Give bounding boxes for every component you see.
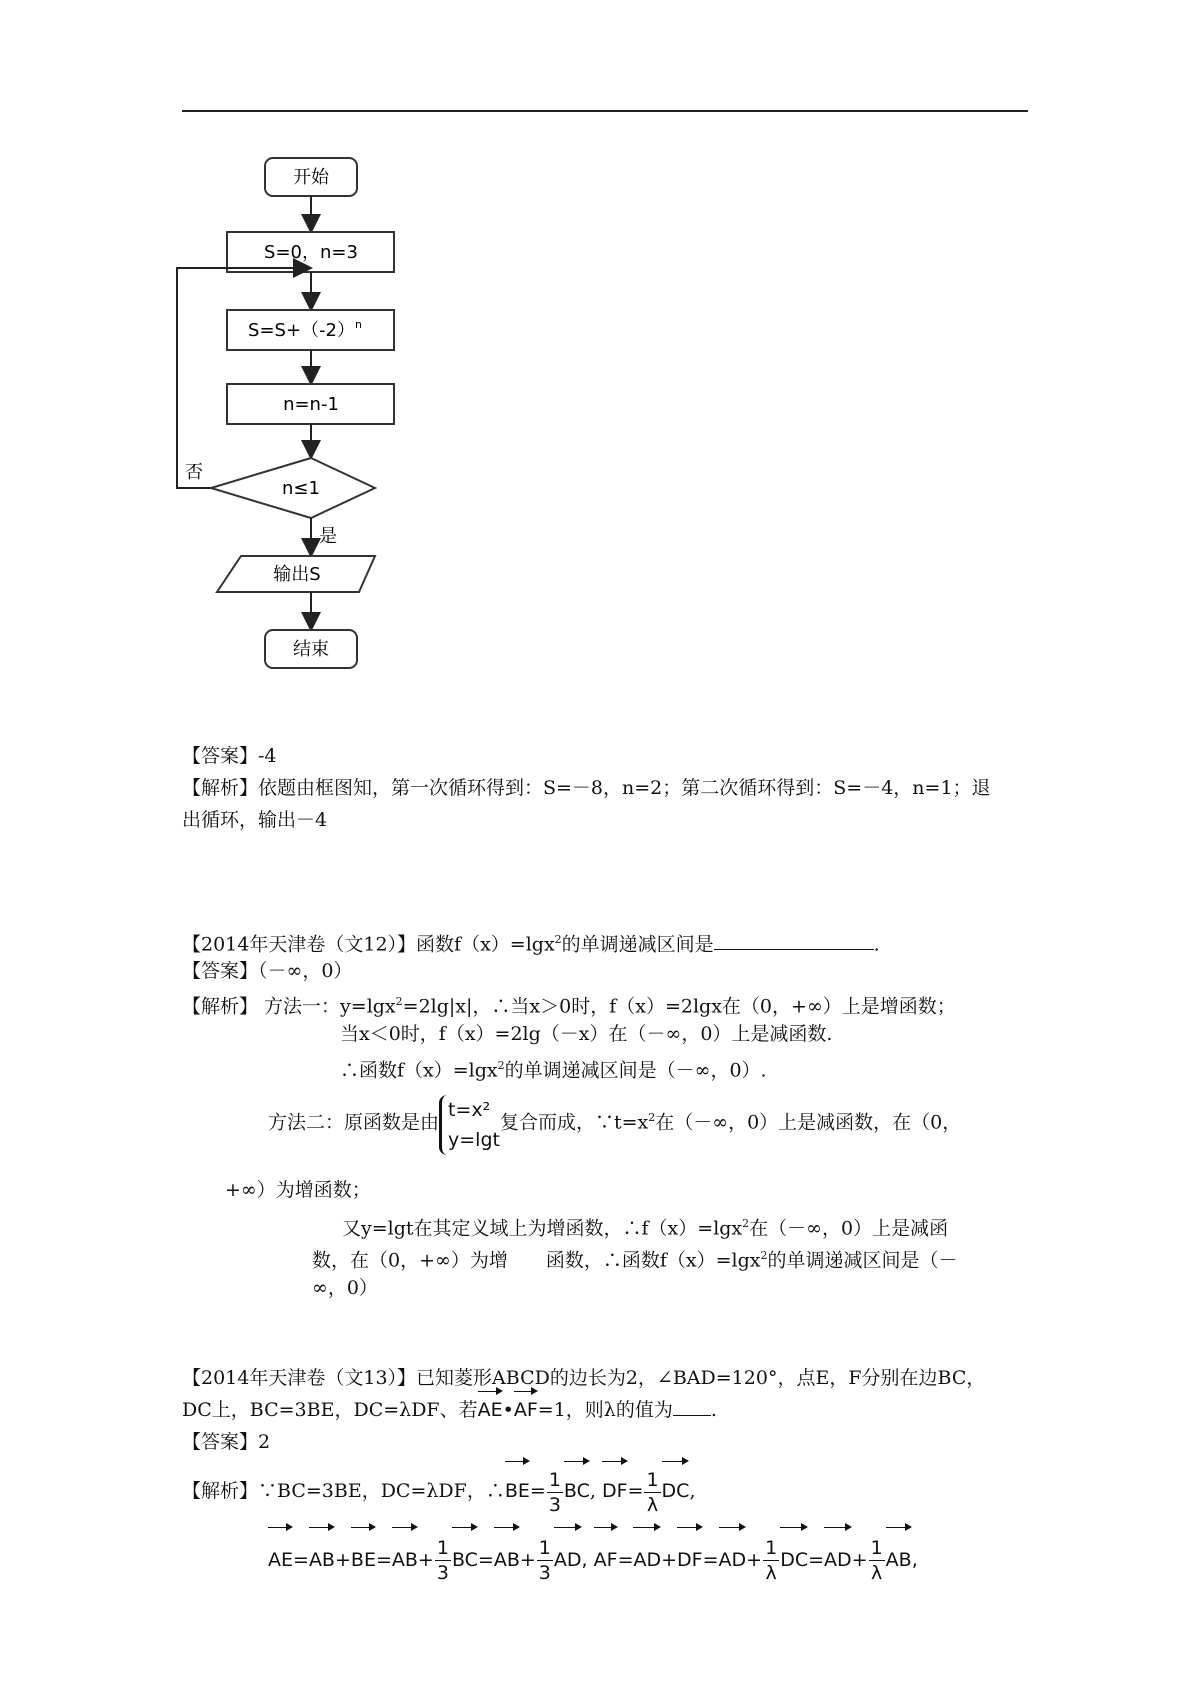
plus: +	[417, 1549, 434, 1571]
plus: +	[851, 1549, 868, 1571]
vector-ad: AD	[824, 1530, 852, 1590]
analysis-line	[342, 1208, 948, 1244]
analysis-line: ∞，0）	[312, 1277, 378, 1299]
plus: +	[661, 1549, 678, 1571]
brace-top: t=x²	[448, 1099, 491, 1121]
answer-blank	[673, 1397, 711, 1416]
vector-dc: DC	[780, 1530, 808, 1590]
vector-ab: AB	[392, 1530, 418, 1590]
analysis-text: 在（－∞，0）上是减函	[749, 1217, 949, 1240]
vector-ad: AD	[633, 1530, 661, 1590]
stem-text: 【2014年天津卷（文12）】函数f（x）=lgx	[182, 933, 555, 956]
equals: =	[375, 1549, 392, 1571]
vector-bc: BC	[452, 1530, 478, 1590]
output-label: 输出S	[273, 564, 321, 585]
denominator: 3	[538, 1562, 551, 1584]
analysis-text: 【解析】∵BC=3BE，DC=λDF，∴	[182, 1480, 505, 1502]
analysis-line: 出循环，输出－4	[182, 809, 328, 831]
denominator: λ	[871, 1562, 883, 1584]
vector-af: AF	[594, 1530, 618, 1590]
numerator: 1	[765, 1537, 778, 1559]
question-stem	[182, 1394, 717, 1426]
answer-blank	[714, 931, 874, 950]
analysis-line: +∞）为增函数；	[225, 1179, 371, 1201]
stem-text: .	[873, 933, 880, 956]
equals: =	[702, 1549, 719, 1571]
vector-ae: AE	[478, 1394, 503, 1426]
exponent: 2	[395, 995, 403, 1008]
stem-text: .	[710, 1399, 717, 1421]
analysis-text: 方法二：原函数是由	[268, 1111, 440, 1134]
numerator: 1	[646, 1468, 659, 1491]
stem-text: DC上，BC=3BE，DC=λDF、若	[182, 1399, 478, 1421]
equals: =	[617, 1549, 634, 1571]
numerator: 1	[870, 1537, 883, 1559]
analysis-text: 数，在（0，+∞）为增 函数，∴函数f（x）=lgx	[312, 1249, 761, 1272]
analysis-text: 复合而成，∵t=x	[499, 1111, 649, 1134]
vector-be: BE	[351, 1530, 376, 1590]
equals: =	[808, 1549, 825, 1571]
vector-ab: AB	[309, 1530, 335, 1590]
numerator: 1	[436, 1537, 449, 1559]
vector-be: BE	[505, 1464, 530, 1518]
stem-text: 的单调递减区间是	[561, 933, 714, 956]
analysis-text: =2lg|x|，∴当x＞0时，f（x）=2lgx在（0，+∞）上是增函数；	[402, 995, 956, 1018]
exponent: 2	[554, 933, 562, 946]
denominator: 3	[548, 1493, 561, 1516]
flowchart	[175, 150, 435, 690]
brace-bottom: y=lgt	[448, 1129, 500, 1151]
question-stem: 【2014年天津卷（文13）】已知菱形ABCD的边长为2，∠BAD=120°，点E，F分别在边BC，	[182, 1367, 986, 1389]
exponent: 2	[760, 1249, 768, 1262]
end-label: 结束	[293, 639, 329, 660]
analysis-text: ∴函数f（x）=lgx	[340, 1059, 498, 1082]
analysis-text: 的单调递减区间是（－∞，0）.	[504, 1059, 767, 1082]
plus: +	[746, 1549, 763, 1571]
denominator: 3	[436, 1562, 449, 1584]
denominator: λ	[765, 1562, 777, 1584]
analysis-text: 在（－∞，0）上是减函数，在（0，	[655, 1111, 962, 1134]
numerator: 1	[548, 1468, 561, 1491]
decrement-label: n=n-1	[283, 394, 339, 415]
dot-operator: •	[502, 1399, 514, 1421]
equals: =	[477, 1549, 494, 1571]
exponent: 2	[742, 1217, 750, 1230]
comma: ,	[581, 1549, 588, 1571]
analysis-line	[268, 1092, 961, 1155]
equals: =	[293, 1549, 309, 1571]
stem-text: =1，则λ的值为	[537, 1399, 673, 1421]
fraction-one-lambda	[763, 1536, 779, 1585]
denominator: λ	[646, 1493, 659, 1516]
fraction-one-third	[547, 1468, 563, 1517]
analysis-text: 又y=lgt在其定义域上为增函数，∴f（x）=lgx	[342, 1217, 743, 1240]
analysis-text: 的单调递减区间是（－	[767, 1249, 958, 1272]
analysis-line	[182, 1464, 696, 1518]
condition-label: n≤1	[282, 478, 320, 499]
loop-back-arrow	[177, 268, 309, 488]
fraction-one-third	[435, 1536, 451, 1585]
plus: +	[519, 1549, 536, 1571]
vector-ab: AB	[494, 1530, 520, 1590]
fraction-one-lambda	[869, 1536, 885, 1585]
header-rule	[182, 110, 1028, 112]
vector-df: DF	[677, 1530, 703, 1590]
no-label: 否	[185, 462, 203, 483]
piecewise-brace	[439, 1092, 500, 1155]
analysis-line: 【解析】依题由框图知，第一次循环得到：S=－8，n=2；第二次循环得到：S=－4，n=1；退	[182, 777, 991, 799]
analysis-line	[312, 1240, 957, 1276]
numerator: 1	[538, 1537, 551, 1559]
analysis-text: 【解析】 方法一：y=lgx	[182, 995, 396, 1018]
vector-ad: AD	[554, 1530, 582, 1590]
plus: +	[334, 1549, 351, 1571]
exponent: 2	[648, 1111, 656, 1125]
exponent: 2	[497, 1059, 505, 1072]
vector-ae: AE	[268, 1530, 293, 1590]
fraction-one-third	[537, 1536, 553, 1585]
vector-equation-line	[268, 1530, 918, 1590]
yes-label: 是	[319, 526, 337, 547]
analysis-line	[182, 986, 956, 1022]
vector-ab: AB	[886, 1530, 912, 1590]
vector-af: AF	[514, 1394, 538, 1426]
answer-line: 【答案】2	[182, 1431, 271, 1453]
vector-df: DF	[602, 1464, 628, 1518]
answer-line: 【答案】-4	[182, 745, 277, 767]
vector-ad: AD	[719, 1530, 747, 1590]
comma: ,	[911, 1549, 918, 1571]
fraction-one-lambda	[644, 1468, 660, 1517]
comma: ,	[589, 1480, 596, 1502]
vector-bc: BC	[564, 1464, 590, 1518]
vector-dc: DC	[662, 1464, 690, 1518]
analysis-line	[340, 1050, 767, 1086]
update-label: $S=S+(-2)^n$	[248, 318, 362, 341]
equals: =	[529, 1480, 546, 1502]
flowchart-svg	[175, 150, 435, 690]
init-label: S=0，n=3	[264, 242, 358, 263]
comma: ,	[689, 1480, 696, 1502]
equals: =	[627, 1480, 644, 1502]
start-label: 开始	[293, 167, 329, 188]
analysis-line: 当x＜0时，f（x）=2lg（－x）在（－∞，0）上是减函数.	[340, 1023, 833, 1045]
answer-line: 【答案】（－∞，0）	[182, 960, 353, 982]
